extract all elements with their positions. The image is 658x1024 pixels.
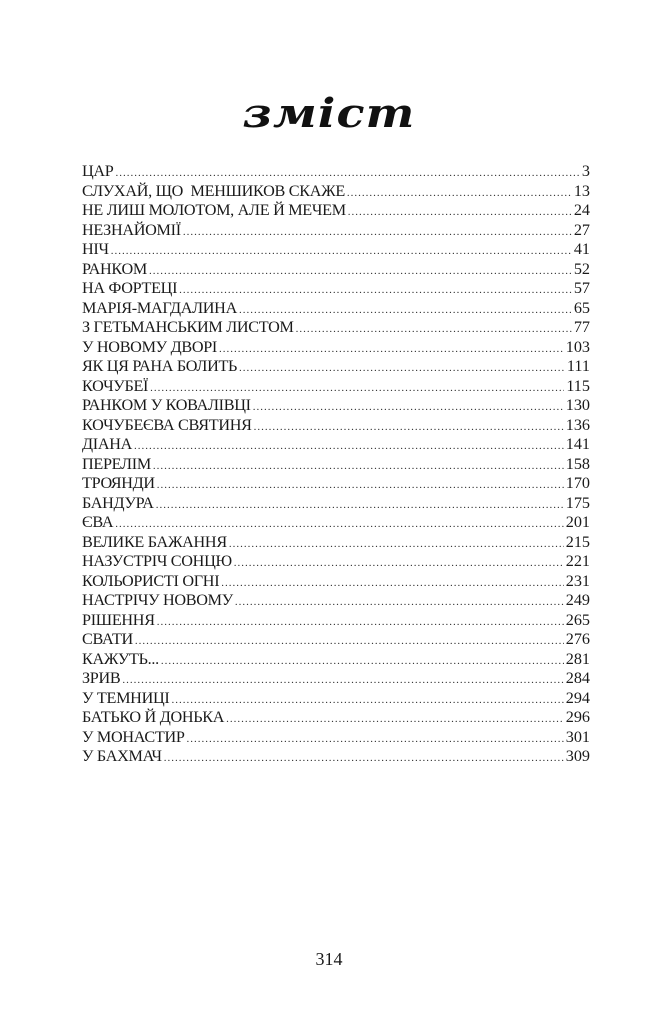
toc-entry-title: У БАХМАЧ <box>82 747 162 765</box>
toc-entry-title: НІЧ <box>82 240 109 258</box>
toc-entry-page: 265 <box>565 610 590 629</box>
toc-entry-title: КОЧУБЕЇ <box>82 376 149 395</box>
toc-entry-page: 231 <box>565 571 590 590</box>
toc-entry-page: 3 <box>581 162 590 180</box>
dot-leader <box>122 671 563 691</box>
toc-entry <box>82 221 590 241</box>
dot-leader <box>347 184 572 204</box>
toc-entry-title: СЛУХАЙ, ЩО МЕНШИКОВ СКАЖЕ <box>82 181 345 200</box>
toc-entry-page: 77 <box>573 318 590 336</box>
toc-entry-page: 65 <box>573 298 590 317</box>
toc-entry <box>82 260 590 280</box>
toc-entry-page: 103 <box>565 337 590 356</box>
dot-leader <box>164 749 564 769</box>
toc-entry-title: ПЕРЕЛІМ <box>82 454 151 473</box>
toc-entry-title: ЄВА <box>82 513 114 531</box>
toc-entry-page: 24 <box>573 201 590 219</box>
dot-leader <box>348 203 572 223</box>
toc-entry-title: У МОНАСТИР <box>82 727 185 746</box>
toc-entry-page: 158 <box>565 454 590 473</box>
toc-entry <box>82 279 590 299</box>
toc-entry-page: 111 <box>566 357 590 375</box>
toc-entry <box>82 591 590 611</box>
toc-entry-page: 130 <box>565 396 590 414</box>
toc-entry-title: РІШЕННЯ <box>82 610 155 629</box>
toc-entry-title: ЦАР <box>82 162 114 180</box>
toc-entry-page: 215 <box>565 532 590 551</box>
toc-entry-page: 41 <box>573 240 590 258</box>
toc-entry <box>82 435 590 455</box>
toc-entry <box>82 299 590 319</box>
dot-leader <box>296 320 572 340</box>
dot-leader <box>157 476 564 496</box>
toc-entry <box>82 513 590 533</box>
toc-entry-page: 284 <box>565 669 590 687</box>
toc-entry-title: У ТЕМНИЦІ <box>82 688 170 707</box>
toc-entry <box>82 201 590 221</box>
toc-entry-page: 27 <box>573 220 590 239</box>
toc-entry <box>82 650 590 670</box>
toc-entry <box>82 240 590 260</box>
toc-entry-page: 276 <box>565 630 590 648</box>
toc-entry-page: 296 <box>565 708 590 726</box>
toc-entry-page: 175 <box>565 493 590 512</box>
toc-entry-title: МАРІЯ-МАГДАЛИНА <box>82 298 237 317</box>
dot-leader <box>229 535 564 555</box>
toc-entry <box>82 474 590 494</box>
toc-entry <box>82 416 590 436</box>
dot-leader <box>171 691 563 711</box>
toc-entry <box>82 338 590 358</box>
toc-entry-page: 221 <box>565 552 590 570</box>
dot-leader <box>149 262 572 282</box>
toc-entry-title: З ГЕТЬМАНСЬКИМ ЛИСТОМ <box>82 318 294 336</box>
toc-entry <box>82 357 590 377</box>
dot-leader <box>221 574 563 594</box>
toc-entry-title: ЗРИВ <box>82 669 121 687</box>
toc-entry-page: 115 <box>566 376 590 395</box>
toc-entry-page: 52 <box>573 259 590 278</box>
toc-entry-title: НАСТРІЧУ НОВОМУ <box>82 591 233 609</box>
dot-leader <box>253 398 564 418</box>
toc-entry <box>82 747 590 767</box>
toc-entry <box>82 533 590 553</box>
dot-leader <box>226 710 564 730</box>
toc-entry-page: 294 <box>565 688 590 707</box>
dot-leader <box>157 613 564 633</box>
toc-entry-title: ЯК ЦЯ РАНА БОЛИТЬ <box>82 357 238 375</box>
dot-leader <box>153 457 564 477</box>
toc-entry-page: 201 <box>565 513 590 531</box>
toc-entry-title: СВАТИ <box>82 630 133 648</box>
dot-leader <box>111 242 572 262</box>
dot-leader <box>234 554 564 574</box>
toc-entry-page: 281 <box>565 649 590 668</box>
toc-entry <box>82 162 590 182</box>
toc-entry <box>82 455 590 475</box>
toc-entry-page: 141 <box>565 435 590 453</box>
toc-entry <box>82 611 590 631</box>
toc-entry <box>82 728 590 748</box>
toc-entry-title: КАЖУТЬ... <box>82 649 159 668</box>
dot-leader <box>187 730 564 750</box>
toc-entry-page: 249 <box>565 591 590 609</box>
toc-entry-title: РАНКОМ <box>82 259 147 278</box>
toc-entry <box>82 182 590 202</box>
toc-entry-title: ВЕЛИКЕ БАЖАННЯ <box>82 532 227 551</box>
page-title: зміст <box>242 90 416 137</box>
toc-entry-title: РАНКОМ У КОВАЛІВЦІ <box>82 396 251 414</box>
toc-entry-title: КОЛЬОРИСТІ ОГНІ <box>82 571 220 590</box>
toc-entry-page: 13 <box>573 181 590 200</box>
toc-entry-title: НАЗУСТРІЧ СОНЦЮ <box>82 552 232 570</box>
dot-leader <box>134 437 564 457</box>
toc-entry-title: БАНДУРА <box>82 493 154 512</box>
dot-leader <box>156 496 564 516</box>
dot-leader <box>179 281 572 301</box>
toc-entry-title: КОЧУБЕЄВА СВЯТИНЯ <box>82 415 252 434</box>
toc-entry <box>82 396 590 416</box>
toc-entry-title: НА ФОРТЕЦІ <box>82 279 178 297</box>
dot-leader <box>161 652 564 672</box>
toc-entry <box>82 669 590 689</box>
toc-entry-title: БАТЬКО Й ДОНЬКА <box>82 708 225 726</box>
dot-leader <box>183 223 572 243</box>
toc-entry <box>82 552 590 572</box>
dot-leader <box>219 340 564 360</box>
dot-leader <box>254 418 564 438</box>
dot-leader <box>239 359 565 379</box>
toc-entry-page: 136 <box>565 415 590 434</box>
toc-entry-page: 309 <box>565 747 590 765</box>
toc-entry-title: ТРОЯНДИ <box>82 474 155 492</box>
dot-leader <box>135 632 564 652</box>
toc-entry-title: У НОВОМУ ДВОРІ <box>82 337 217 356</box>
toc-entry <box>82 377 590 397</box>
toc-entry-page: 170 <box>565 474 590 492</box>
toc-entry <box>82 708 590 728</box>
toc-entry-page: 57 <box>573 279 590 297</box>
toc-entry <box>82 689 590 709</box>
dot-leader <box>235 593 564 613</box>
toc-entry-title: ДІАНА <box>82 435 133 453</box>
toc-entry <box>82 630 590 650</box>
toc-entry <box>82 572 590 592</box>
page-number: 314 <box>315 949 343 969</box>
toc-entry-title: НЕ ЛИШ МОЛОТОМ, АЛЕ Й МЕЧЕМ <box>82 201 346 219</box>
table-of-contents <box>82 162 590 767</box>
toc-entry <box>82 318 590 338</box>
toc-entry-page: 301 <box>565 727 590 746</box>
toc-entry <box>82 494 590 514</box>
toc-entry-title: НЕЗНАЙОМІЇ <box>82 220 181 239</box>
